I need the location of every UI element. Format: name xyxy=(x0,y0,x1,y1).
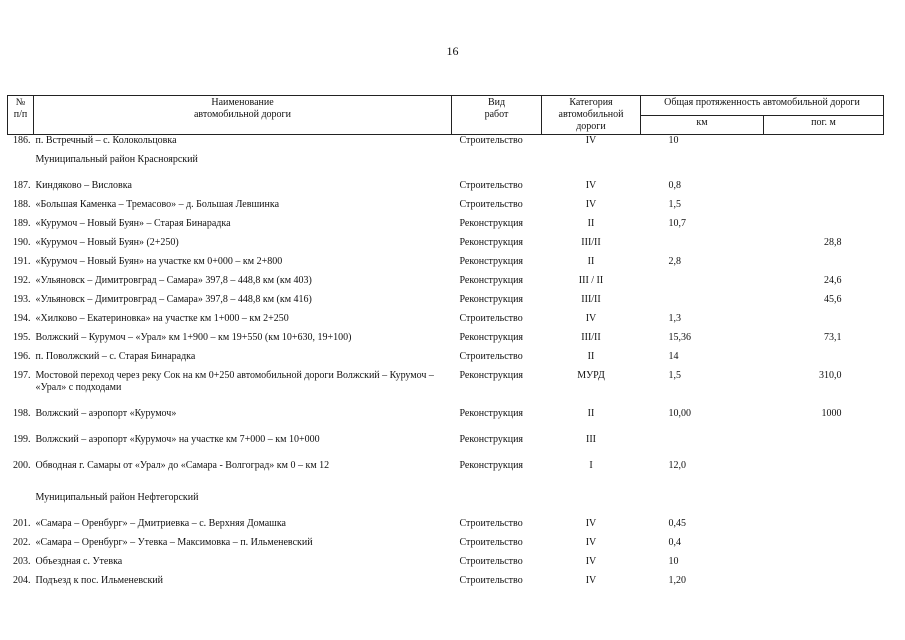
length-m xyxy=(764,218,884,237)
road-category: II xyxy=(587,351,595,362)
row-num: 191. xyxy=(13,256,31,267)
road-category: III xyxy=(586,434,596,445)
row-num: 198. xyxy=(13,408,31,419)
road-name: Волжский – аэропорт «Курумоч» на участке км 7+000 – км 10+000 xyxy=(35,434,320,445)
work-kind: Реконструкция xyxy=(459,408,524,419)
header-length-group: Общая протяженность автомобильной дороги xyxy=(641,96,884,116)
road-name: «Большая Каменка – Тремасово» – д. Большая Левшинка xyxy=(35,199,280,210)
length-km: 1,5 xyxy=(668,370,681,381)
length-km: 1,3 xyxy=(668,313,681,324)
table-row xyxy=(8,575,884,594)
row-num: 200. xyxy=(13,460,31,471)
length-m: 73,1 xyxy=(824,332,842,343)
road-category: IV xyxy=(585,537,597,548)
length-km xyxy=(641,434,764,460)
road-category: II xyxy=(587,408,595,419)
length-m xyxy=(764,313,884,332)
length-m xyxy=(764,518,884,537)
length-m xyxy=(764,199,884,218)
row-num: 199. xyxy=(13,434,31,445)
road-name: «Курумоч – Новый Буян» – Старая Бинарадка xyxy=(35,218,231,229)
road-name: «Самара – Оренбург» – Дмитриевка – с. Верхняя Домашка xyxy=(35,518,286,529)
work-kind: Строительство xyxy=(459,575,523,586)
road-category: III/II xyxy=(581,294,601,305)
length-km: 2,8 xyxy=(668,256,681,267)
road-name: «Ульяновск – Димитровград – Самара» 397,8 – 448,8 км (км 416) xyxy=(35,294,312,305)
work-kind: Реконструкция xyxy=(459,332,524,343)
work-kind: Реконструкция xyxy=(459,460,524,471)
road-category: I xyxy=(589,460,593,471)
work-kind: Строительство xyxy=(459,351,523,362)
road-name: «Курумоч – Новый Буян» на участке км 0+000 – км 2+800 xyxy=(35,256,283,267)
work-kind: Реконструкция xyxy=(459,218,524,229)
road-name: «Самара – Оренбург» – Утевка – Максимовка – п. Ильменевский xyxy=(35,537,313,548)
table-row xyxy=(8,199,884,218)
road-category: III/II xyxy=(581,237,601,248)
length-km: 0,45 xyxy=(668,518,686,529)
road-category: IV xyxy=(585,313,597,324)
road-name: Мостовой переход через реку Сок на км 0+250 автомобильной дороги Волжский – Курумоч – «Урал» с подходами xyxy=(35,370,434,393)
road-name: «Курумоч – Новый Буян» (2+250) xyxy=(35,237,179,248)
length-km: 10 xyxy=(668,556,679,567)
road-category: IV xyxy=(585,199,597,210)
header-work-kind: Вид работ xyxy=(452,96,542,135)
length-km xyxy=(641,294,764,313)
length-km: 1,5 xyxy=(668,199,681,210)
section-row xyxy=(8,486,884,518)
work-kind: Строительство xyxy=(459,313,523,324)
row-num: 190. xyxy=(13,237,31,248)
work-kind: Реконструкция xyxy=(459,370,524,381)
length-m xyxy=(764,556,884,575)
length-m xyxy=(764,434,884,460)
road-name: Волжский – аэропорт «Курумоч» xyxy=(35,408,177,419)
road-name: п. Поволжский – с. Старая Бинарадка xyxy=(35,351,196,362)
road-name: «Хилково – Екатериновка» на участке км 1+000 – км 2+250 xyxy=(35,313,289,324)
length-km: 0,4 xyxy=(668,537,681,548)
row-num: 202. xyxy=(13,537,31,548)
work-kind: Строительство xyxy=(459,518,523,529)
road-category: МУРД xyxy=(577,370,605,381)
road-name: Обводная г. Самары от «Урал» до «Самара - Волгоград» км 0 – км 12 xyxy=(35,460,330,471)
road-category: IV xyxy=(585,575,597,586)
row-num: 189. xyxy=(13,218,31,229)
road-category: IV xyxy=(585,180,597,191)
table-row xyxy=(8,237,884,256)
table-row xyxy=(8,218,884,237)
road-name: п. Встречный – с. Колокольцовка xyxy=(34,135,452,155)
length-km: 15,36 xyxy=(668,332,691,343)
table-row xyxy=(8,135,884,155)
table-row xyxy=(8,537,884,556)
table-row xyxy=(8,408,884,434)
table-row xyxy=(8,256,884,275)
length-km: 1,20 xyxy=(668,575,686,586)
row-num: 194. xyxy=(13,313,31,324)
header-m: пог. м xyxy=(764,115,884,135)
length-m xyxy=(764,575,884,594)
row-num: 188. xyxy=(13,199,31,210)
table-header xyxy=(8,96,884,135)
length-km: 0,8 xyxy=(668,180,681,191)
road-category: III/II xyxy=(581,332,601,343)
road-name: Подъезд к пос. Ильменевский xyxy=(35,575,163,586)
length-m xyxy=(764,135,884,155)
row-num: 195. xyxy=(13,332,31,343)
row-num: 192. xyxy=(13,275,31,286)
road-category: IV xyxy=(585,518,597,529)
length-m xyxy=(764,537,884,556)
work-kind: Реконструкция xyxy=(459,256,524,267)
road-category: IV xyxy=(542,135,641,155)
work-kind: Реконструкция xyxy=(459,294,524,305)
table-row xyxy=(8,332,884,351)
length-m: 1000 xyxy=(821,408,842,419)
table-row xyxy=(8,460,884,486)
roads-table xyxy=(7,95,884,594)
table-row xyxy=(8,434,884,460)
table-row xyxy=(8,294,884,313)
header-road-name: Наименование автомобильной дороги xyxy=(34,96,452,135)
length-m: 24,6 xyxy=(824,275,842,286)
header-num: № п/п xyxy=(8,96,34,135)
header-km: км xyxy=(641,115,764,135)
row-num: 187. xyxy=(13,180,31,191)
length-km: 10,00 xyxy=(668,408,691,419)
table-row xyxy=(8,518,884,537)
work-kind: Строительство xyxy=(459,180,523,191)
row-num: 186. xyxy=(8,135,34,155)
length-m: 28,8 xyxy=(824,237,842,248)
length-m xyxy=(764,460,884,486)
section-title: Муниципальный район Красноярский xyxy=(35,154,198,165)
length-km: 14 xyxy=(668,351,679,362)
length-m xyxy=(764,351,884,370)
work-kind: Реконструкция xyxy=(459,434,524,445)
work-kind: Строительство xyxy=(459,199,523,210)
road-category: II xyxy=(587,218,595,229)
section-row xyxy=(8,154,884,180)
length-km: 10 xyxy=(641,135,764,155)
road-category: III / II xyxy=(578,275,604,286)
row-num: 197. xyxy=(13,370,31,381)
length-km xyxy=(641,237,764,256)
row-num: 196. xyxy=(13,351,31,362)
length-m: 45,6 xyxy=(824,294,842,305)
table-row xyxy=(8,556,884,575)
length-km: 10,7 xyxy=(668,218,686,229)
work-kind: Строительство xyxy=(452,135,542,155)
row-num: 201. xyxy=(13,518,31,529)
row-num: 193. xyxy=(13,294,31,305)
row-num: 203. xyxy=(13,556,31,567)
page-number: 16 xyxy=(446,44,459,58)
header-category: Категория автомобильной дороги xyxy=(542,96,641,135)
road-name: Волжский – Курумоч – «Урал» км 1+900 – км 19+550 (км 10+630, 19+100) xyxy=(35,332,352,343)
table-row xyxy=(8,313,884,332)
section-title: Муниципальный район Нефтегорский xyxy=(35,492,199,503)
road-name: Киндяково – Висловка xyxy=(35,180,132,191)
table-row xyxy=(8,370,884,408)
work-kind: Строительство xyxy=(459,556,523,567)
length-km xyxy=(641,275,764,294)
table-row xyxy=(8,351,884,370)
length-km: 12,0 xyxy=(668,460,686,471)
table-body xyxy=(8,135,884,595)
road-category: II xyxy=(587,256,595,267)
road-category: IV xyxy=(585,556,597,567)
road-name: «Ульяновск – Димитровград – Самара» 397,8 – 448,8 км (км 403) xyxy=(35,275,312,286)
row-num: 204. xyxy=(13,575,31,586)
table-row xyxy=(8,275,884,294)
table-row xyxy=(8,180,884,199)
road-name: Объездная с. Утевка xyxy=(35,556,123,567)
work-kind: Реконструкция xyxy=(459,237,524,248)
length-m xyxy=(764,180,884,199)
length-m: 310,0 xyxy=(819,370,842,381)
work-kind: Реконструкция xyxy=(459,275,524,286)
length-m xyxy=(764,256,884,275)
work-kind: Строительство xyxy=(459,537,523,548)
